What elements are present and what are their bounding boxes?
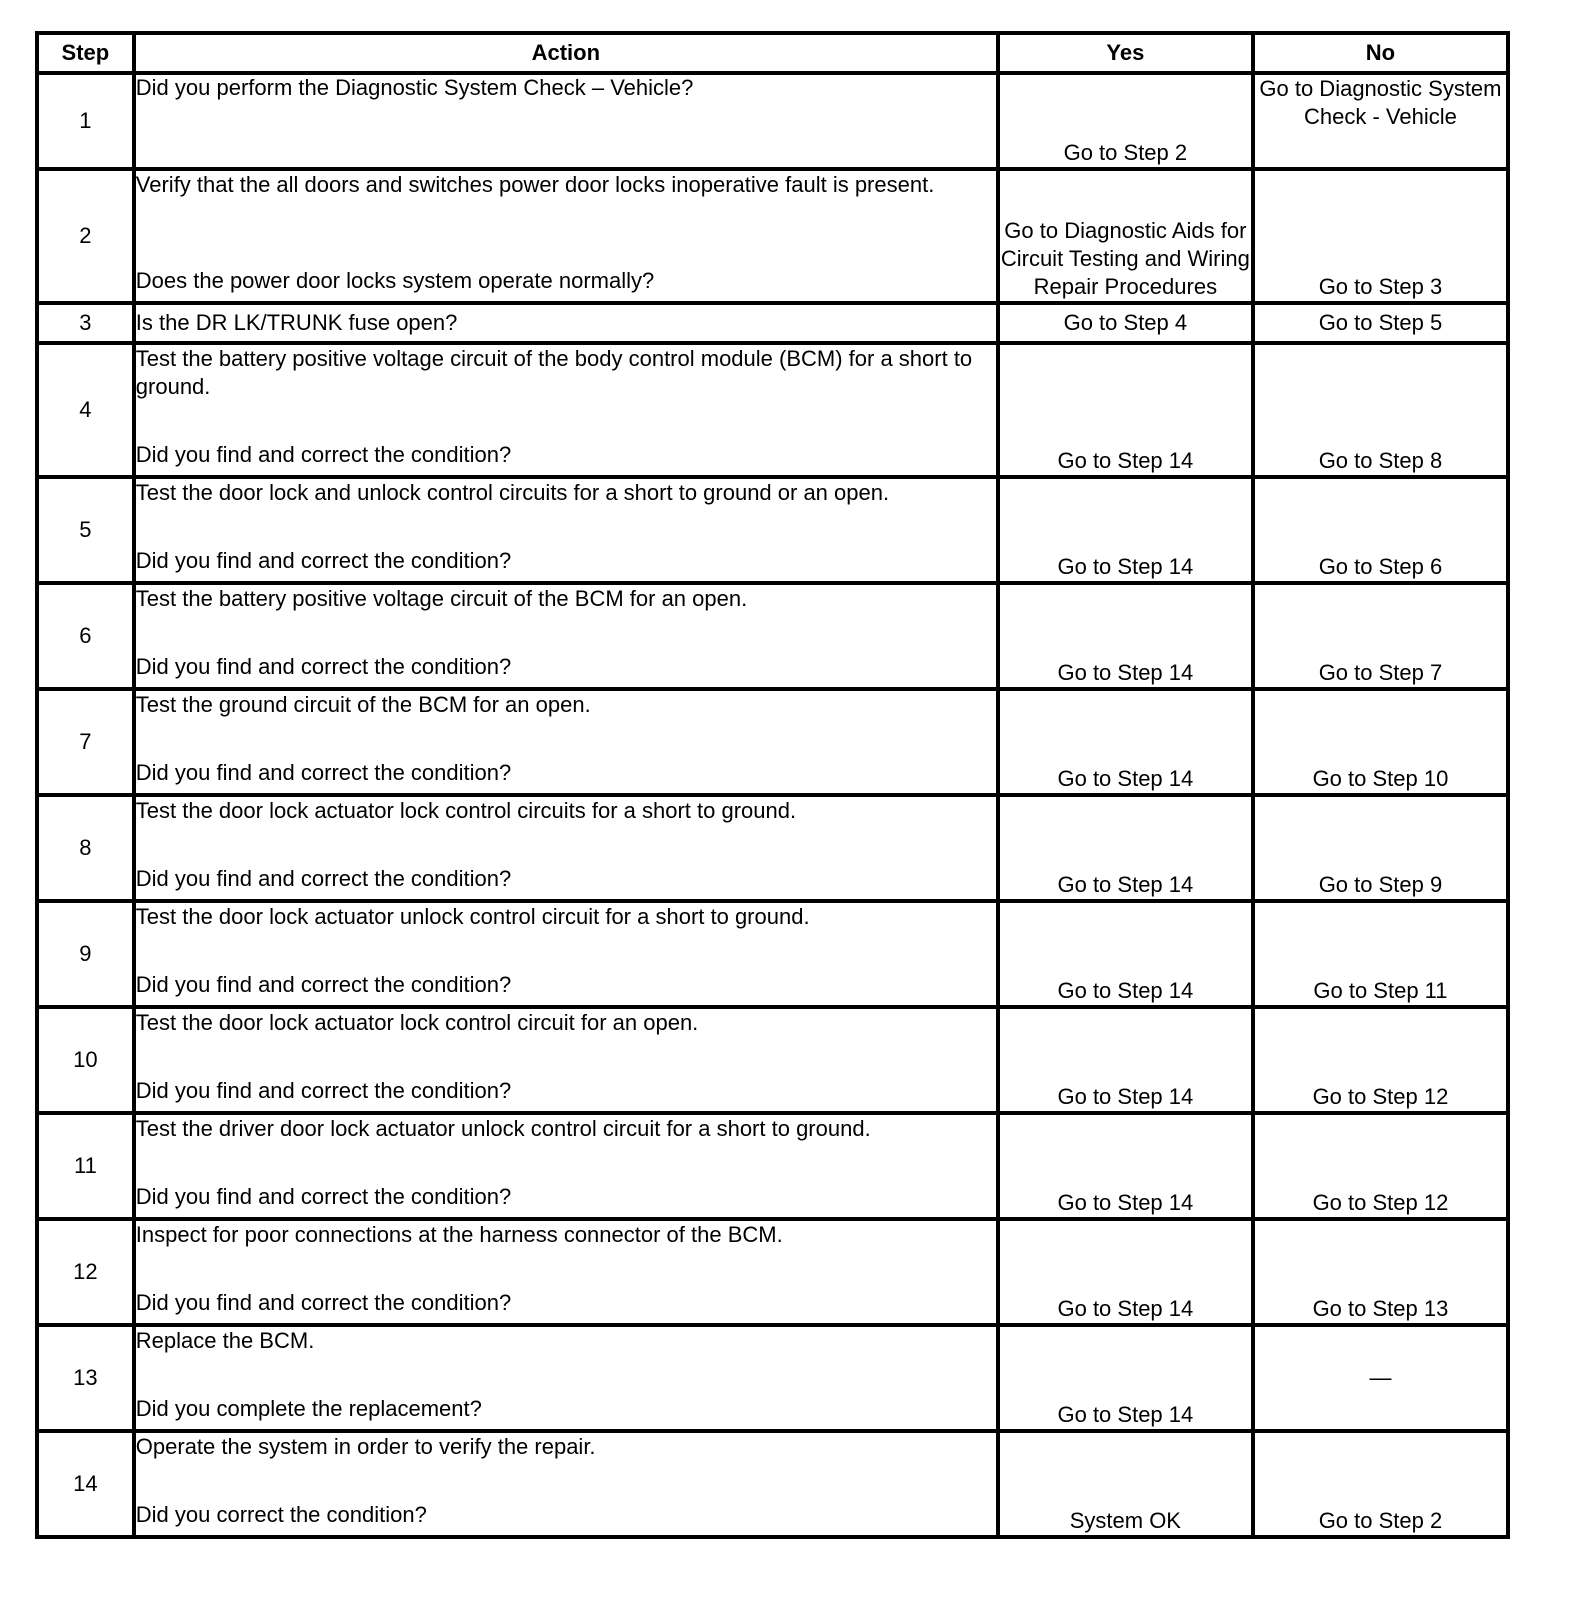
step-number: 1 xyxy=(37,73,134,169)
yes-result: System OK xyxy=(998,1431,1253,1537)
step-number: 13 xyxy=(37,1325,134,1431)
table-row xyxy=(37,795,1508,901)
step-number: 4 xyxy=(37,343,134,477)
action-text: Test the battery positive voltage circuit of the body control module (BCM) for a short to ground. xyxy=(135,346,973,399)
action-question: Does the power door locks system operate normally? xyxy=(135,268,655,293)
yes-result: Go to Step 14 xyxy=(998,583,1253,689)
table-row xyxy=(37,1325,1508,1431)
no-result: Go to Step 8 xyxy=(1253,343,1508,477)
action-text: Is the DR LK/TRUNK fuse open? xyxy=(135,310,458,335)
no-result: Go to Diagnostic System Check - Vehicle xyxy=(1253,73,1508,169)
header-row xyxy=(37,33,1508,73)
action-cell xyxy=(134,689,998,795)
table-row xyxy=(37,343,1508,477)
table-row xyxy=(37,1007,1508,1113)
action-question: Did you find and correct the condition? xyxy=(135,866,512,891)
action-question: Did you find and correct the condition? xyxy=(135,760,512,785)
step-number: 9 xyxy=(37,901,134,1007)
step-number: 3 xyxy=(37,303,134,343)
header-action: Action xyxy=(134,33,998,73)
action-text: Operate the system in order to verify the repair. xyxy=(135,1434,596,1459)
action-question: Did you find and correct the condition? xyxy=(135,1290,512,1315)
step-number: 11 xyxy=(37,1113,134,1219)
yes-result: Go to Step 2 xyxy=(998,73,1253,169)
action-cell xyxy=(134,1113,998,1219)
no-result: Go to Step 6 xyxy=(1253,477,1508,583)
yes-result: Go to Step 14 xyxy=(998,795,1253,901)
action-cell xyxy=(134,73,998,169)
action-question: Did you find and correct the condition? xyxy=(135,654,512,679)
action-cell xyxy=(134,169,998,303)
no-result: Go to Step 2 xyxy=(1253,1431,1508,1537)
table-row xyxy=(37,1113,1508,1219)
no-result: Go to Step 10 xyxy=(1253,689,1508,795)
table-row xyxy=(37,477,1508,583)
action-question: Did you find and correct the condition? xyxy=(135,442,512,467)
yes-result: Go to Diagnostic Aids for Circuit Testing and Wiring Repair Procedures xyxy=(998,169,1253,303)
yes-result: Go to Step 14 xyxy=(998,1325,1253,1431)
header-no: No xyxy=(1253,33,1508,73)
action-cell xyxy=(134,795,998,901)
action-question: Did you find and correct the condition? xyxy=(135,972,512,997)
action-cell xyxy=(134,303,998,343)
action-question: Did you find and correct the condition? xyxy=(135,1078,512,1103)
action-text: Test the ground circuit of the BCM for an open. xyxy=(135,692,591,717)
table-row xyxy=(37,73,1508,169)
action-cell xyxy=(134,901,998,1007)
no-result: Go to Step 9 xyxy=(1253,795,1508,901)
table-row xyxy=(37,1431,1508,1537)
table-row xyxy=(37,303,1508,343)
yes-result: Go to Step 14 xyxy=(998,343,1253,477)
yes-result: Go to Step 14 xyxy=(998,689,1253,795)
no-result: Go to Step 11 xyxy=(1253,901,1508,1007)
yes-result: Go to Step 14 xyxy=(998,1007,1253,1113)
no-result: Go to Step 5 xyxy=(1253,303,1508,343)
step-number: 12 xyxy=(37,1219,134,1325)
action-text: Did you perform the Diagnostic System Check – Vehicle? xyxy=(135,75,694,100)
yes-result: Go to Step 14 xyxy=(998,901,1253,1007)
table-row xyxy=(37,169,1508,303)
action-cell xyxy=(134,343,998,477)
action-cell xyxy=(134,1325,998,1431)
no-result: Go to Step 12 xyxy=(1253,1007,1508,1113)
step-number: 7 xyxy=(37,689,134,795)
yes-result: Go to Step 14 xyxy=(998,1219,1253,1325)
action-text: Test the driver door lock actuator unlock control circuit for a short to ground. xyxy=(135,1116,871,1141)
action-text: Test the door lock actuator lock control circuits for a short to ground. xyxy=(135,798,797,823)
step-number: 10 xyxy=(37,1007,134,1113)
no-result: Go to Step 7 xyxy=(1253,583,1508,689)
action-text: Test the door lock actuator unlock control circuit for a short to ground. xyxy=(135,904,810,929)
step-number: 5 xyxy=(37,477,134,583)
yes-result: Go to Step 4 xyxy=(998,303,1253,343)
step-number: 14 xyxy=(37,1431,134,1537)
header-step: Step xyxy=(37,33,134,73)
table-row xyxy=(37,583,1508,689)
action-cell xyxy=(134,477,998,583)
action-text: Test the battery positive voltage circuit of the BCM for an open. xyxy=(135,586,748,611)
step-number: 6 xyxy=(37,583,134,689)
no-result: Go to Step 13 xyxy=(1253,1219,1508,1325)
action-question: Did you find and correct the condition? xyxy=(135,1184,512,1209)
action-cell xyxy=(134,1007,998,1113)
action-text: Test the door lock actuator lock control circuit for an open. xyxy=(135,1010,699,1035)
action-text: Test the door lock and unlock control circuits for a short to ground or an open. xyxy=(135,480,890,505)
table-row xyxy=(37,689,1508,795)
action-question: Did you complete the replacement? xyxy=(135,1396,482,1421)
action-text: Inspect for poor connections at the harness connector of the BCM. xyxy=(135,1222,783,1247)
table-row xyxy=(37,1219,1508,1325)
diagnostic-table xyxy=(35,31,1510,1539)
no-result: — xyxy=(1253,1325,1508,1431)
table-row xyxy=(37,901,1508,1007)
action-text: Verify that the all doors and switches power door locks inoperative fault is present. xyxy=(135,172,935,197)
no-result: Go to Step 3 xyxy=(1253,169,1508,303)
header-yes: Yes xyxy=(998,33,1253,73)
step-number: 2 xyxy=(37,169,134,303)
no-result: Go to Step 12 xyxy=(1253,1113,1508,1219)
action-question: Did you find and correct the condition? xyxy=(135,548,512,573)
action-cell xyxy=(134,583,998,689)
action-cell xyxy=(134,1431,998,1537)
action-text: Replace the BCM. xyxy=(135,1328,315,1353)
yes-result: Go to Step 14 xyxy=(998,477,1253,583)
yes-result: Go to Step 14 xyxy=(998,1113,1253,1219)
action-cell xyxy=(134,1219,998,1325)
step-number: 8 xyxy=(37,795,134,901)
action-question: Did you correct the condition? xyxy=(135,1502,427,1527)
